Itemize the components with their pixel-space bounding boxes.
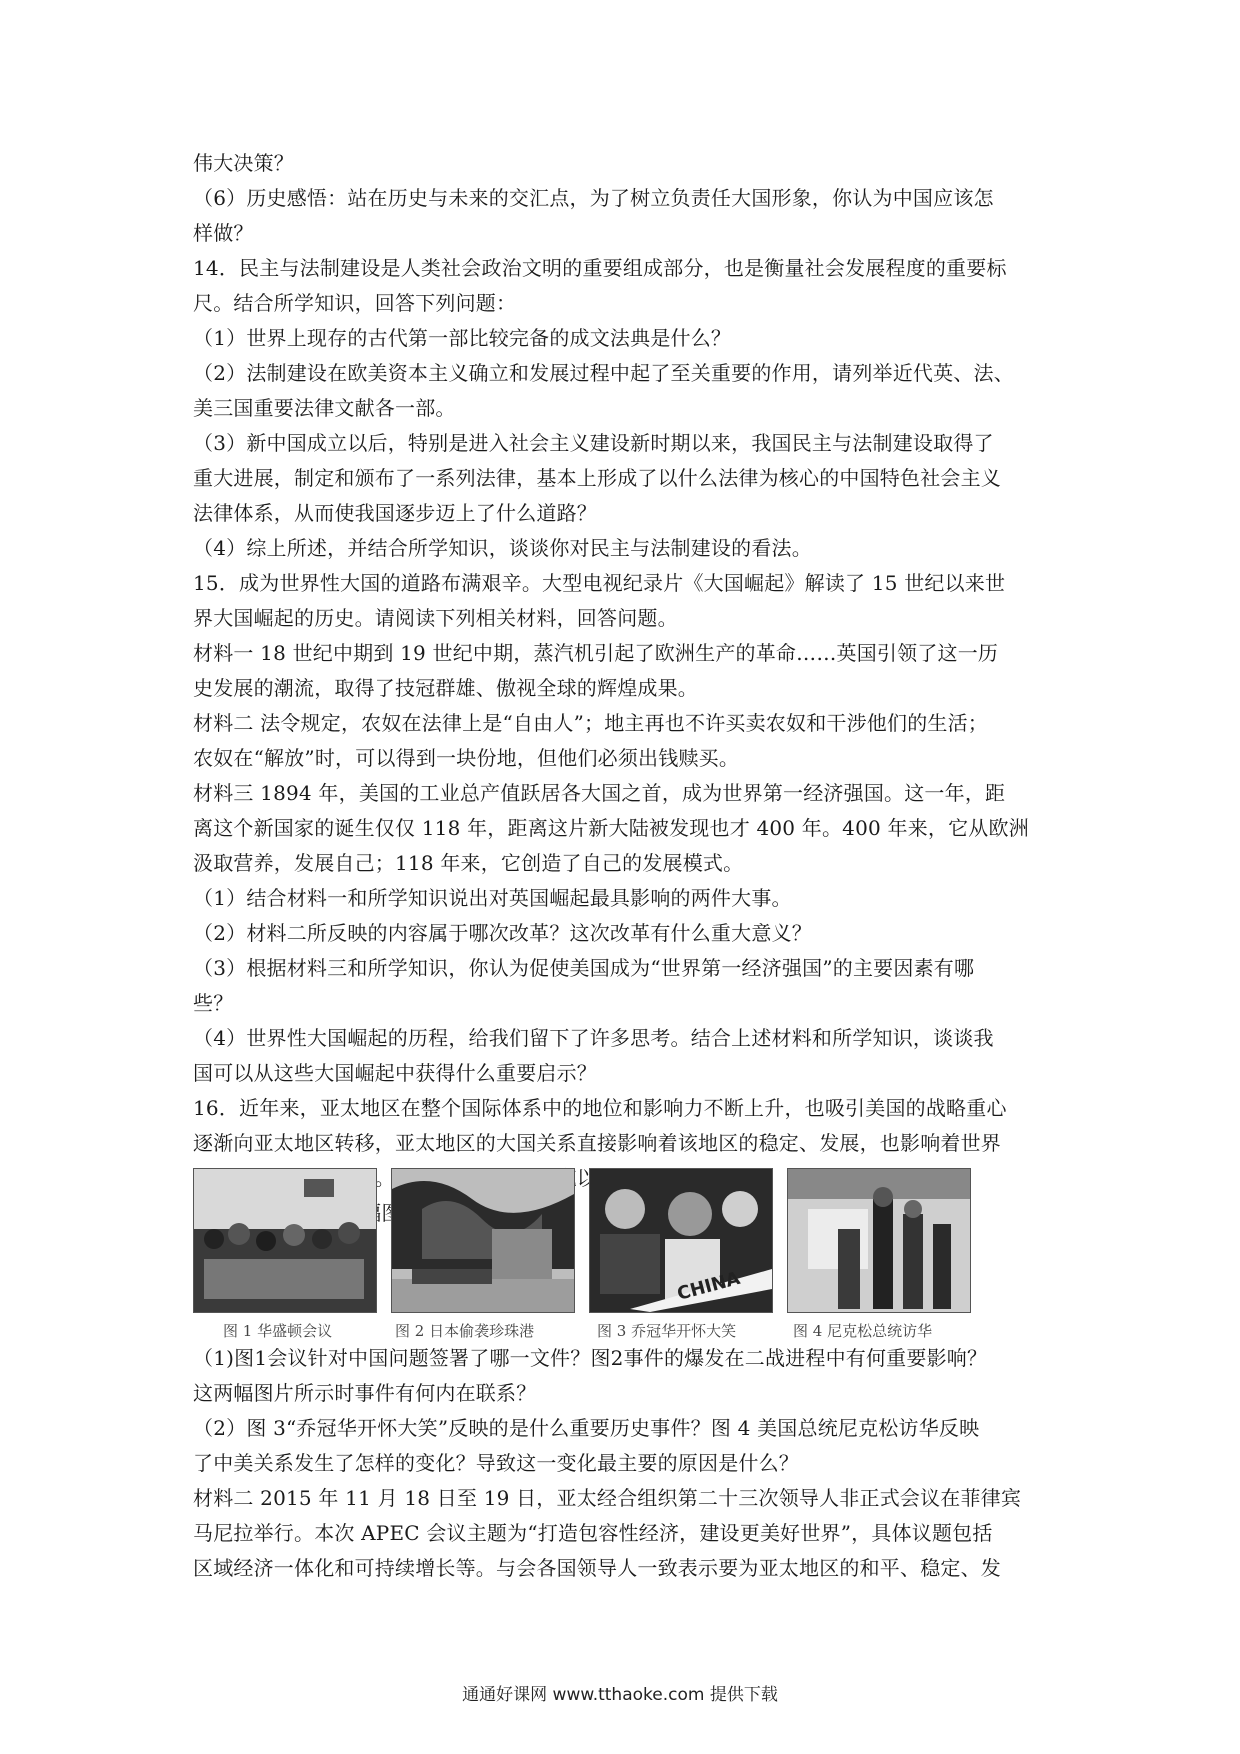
photo-caption: 图 4 尼克松总统访华 (793, 1322, 933, 1340)
question-16-line: 16．近年来，亚太地区在整个国际体系中的地位和影响力不断上升，也吸引美国的战略重心 (193, 1096, 1007, 1120)
photo-nixon-visit (787, 1168, 971, 1313)
text-line: 法律体系，从而使我国逐步迈上了什么道路？ (193, 501, 597, 525)
text-line: （1）世界上现存的古代第一部比较完备的成文法典是什么？ (193, 326, 732, 350)
photo-row (193, 1168, 993, 1340)
text-line: 马尼拉举行。本次 APEC 会议主题为“打造包容性经济，建设更美好世界”，具体议题包括 (193, 1521, 993, 1545)
text-line: 了中美关系发生了怎样的变化？导致这一变化最主要的原因是什么？ (193, 1451, 799, 1475)
text-line: 逐渐向亚太地区转移，亚太地区的大国关系直接影响着该地区的稳定、发展，也影响着世界 (193, 1131, 1001, 1155)
photo-caption: 图 3 乔冠华开怀大笑 (597, 1322, 737, 1340)
text-line: 样做？ (193, 221, 254, 245)
text-line: 国可以从这些大国崛起中获得什么重要启示？ (193, 1061, 597, 1085)
text-line: 汲取营养，发展自己；118 年来，它创造了自己的发展模式。 (193, 851, 744, 875)
text-line: 伟大决策？ (193, 151, 294, 175)
text-line: 农奴在“解放”时，可以得到一块份地，但他们必须出钱赎买。 (193, 746, 740, 770)
download-footer: 通通好课网 www.tthaoke.com 提供下载 (462, 1685, 778, 1705)
text-line: （4）世界性大国崛起的历程，给我们留下了许多思考。结合上述材料和所学知识，谈谈我 (193, 1026, 994, 1050)
text-line: 区域经济一体化和可持续增长等。与会各国领导人一致表示要为亚太地区的和平、稳定、发 (193, 1556, 1001, 1580)
material-line: 材料三 1894 年，美国的工业总产值跃居各大国之首，成为世界第一经济强国。这一年，距 (193, 781, 1006, 805)
text-line: （3）新中国成立以后，特别是进入社会主义建设新时期以来，我国民主与法制建设取得了 (193, 431, 994, 455)
text-line: 尺。结合所学知识，回答下列问题： (193, 291, 517, 315)
text-line: （6）历史感悟：站在历史与未来的交汇点，为了树立负责任大国形象，你认为中国应该怎 (193, 186, 994, 210)
text-line: 界大国崛起的历史。请阅读下列相关材料，回答问题。 (193, 606, 678, 630)
china-sign-text: CHINA (675, 1267, 743, 1305)
photo-pearl-harbor (391, 1168, 575, 1313)
text-line: （1）结合材料一和所学知识说出对英国崛起最具影响的两件大事。 (193, 886, 792, 910)
text-line: （2）法制建设在欧美资本主义确立和发展过程中起了至关重要的作用，请列举近代英、法、 (193, 361, 1014, 385)
text-line: 这两幅图片所示时事件有何内在联系？ (193, 1381, 537, 1405)
text-line: （1)图1会议针对中国问题签署了哪一文件？图2事件的爆发在二战进程中有何重要影响？ (193, 1346, 988, 1370)
photo-qiao-guanhua (589, 1168, 773, 1313)
text-line: 些？ (193, 991, 234, 1015)
text-line: （3）根据材料三和所学知识，你认为促使美国成为“世界第一经济强国”的主要因素有哪 (193, 956, 975, 980)
text-line: （2）图 3“乔冠华开怀大笑”反映的是什么重要历史事件？图 4 美国总统尼克松访华反映 (193, 1416, 980, 1440)
text-line: （2）材料二所反映的内容属于哪次改革？这次改革有什么重大意义？ (193, 921, 812, 945)
photo-washington-conference (193, 1168, 377, 1313)
material-line: 材料一 18 世纪中期到 19 世纪中期，蒸汽机引起了欧洲生产的革命……英国引领了这一历 (193, 641, 999, 665)
photo-caption: 图 2 日本偷袭珍珠港 (395, 1322, 535, 1340)
photo-caption: 图 1 华盛顿会议 (223, 1322, 333, 1340)
material-line: 材料二 2015 年 11 月 18 日至 19 日，亚太经合组织第二十三次领导人非正式会议在菲律宾 (193, 1486, 1022, 1510)
question-14-line: 14．民主与法制建设是人类社会政治文明的重要组成部分，也是衡量社会发展程度的重要标 (193, 256, 1007, 280)
question-15-line: 15．成为世界性大国的道路布满艰辛。大型电视纪录片《大国崛起》解读了 15 世纪以来世 (193, 571, 1006, 595)
text-line: 重大进展，制定和颁布了一系列法律，基本上形成了以什么法律为核心的中国特色社会主义 (193, 466, 1001, 490)
text-line: 史发展的潮流，取得了技冠群雄、傲视全球的辉煌成果。 (193, 676, 698, 700)
text-line: 美三国重要法律文献各一部。 (193, 396, 456, 420)
text-line: 离这个新国家的诞生仅仅 118 年，距离这片新大陆被发现也才 400 年。400 年来，它从欧洲 (193, 816, 1029, 840)
material-line: 材料二 法令规定，农奴在法律上是“自由人”；地主再也不许买卖农奴和干涉他们的生活； (193, 711, 989, 735)
text-line: （4）综上所述，并结合所学知识，谈谈你对民主与法制建设的看法。 (193, 536, 812, 560)
